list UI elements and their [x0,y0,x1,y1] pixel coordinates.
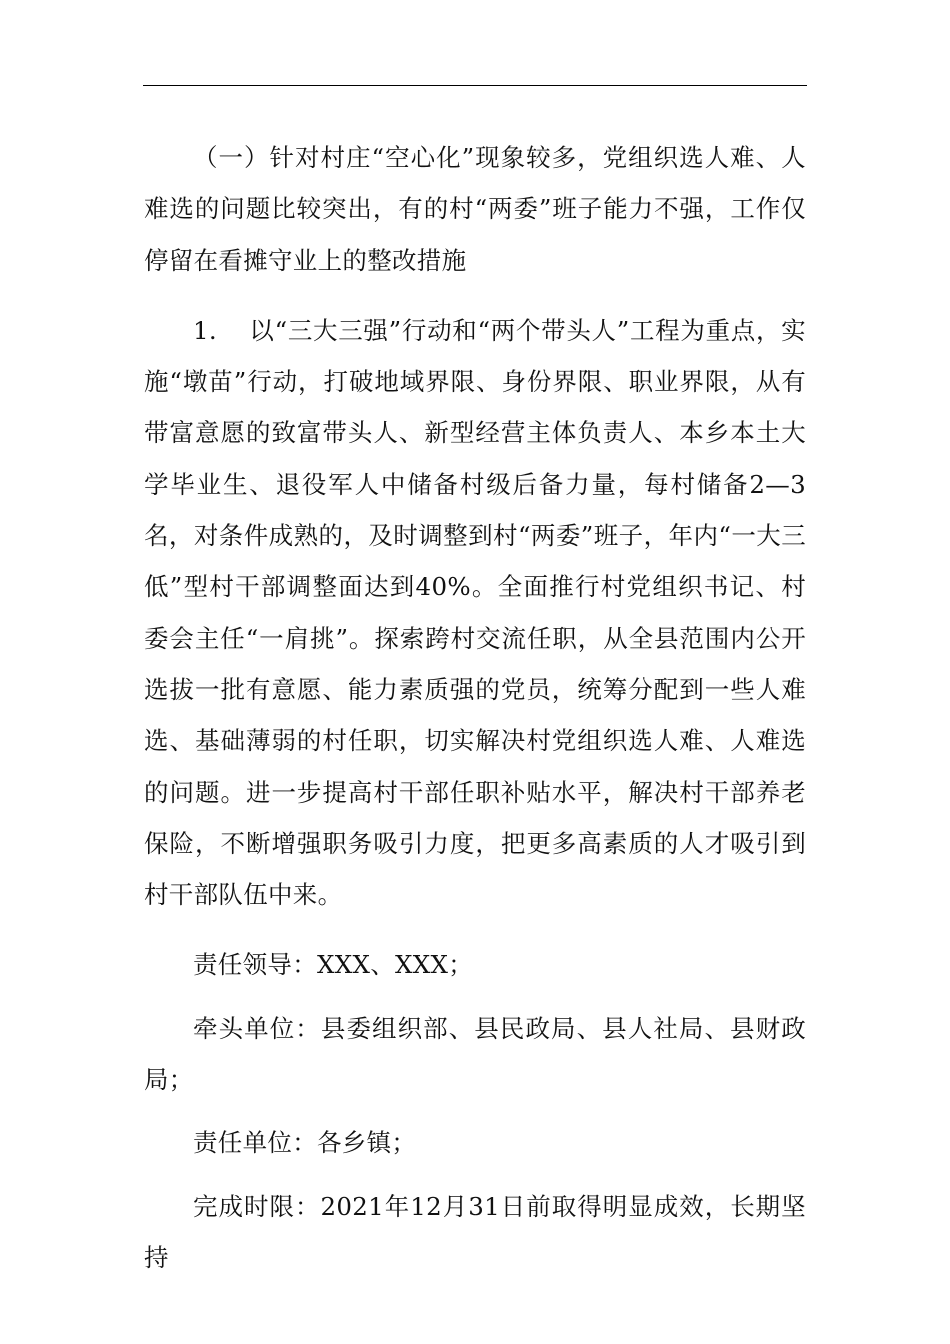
document-body [144,132,806,1283]
item-body: 以“三大三强”行动和“两个带头人”工程为重点，实施“墩苗”行动，打破地域界限、身份界限、职业界限，从有带富意愿的致富带头人、新型经营主体负责人、本乡本土大学毕业生、退役军人中储备村级后备力量，每村储备2—3名，对条件成熟的，及时调整到村“两委”班子，年内“一大三低”型村干部调整面达到40%。全面推行村党组织书记、村委会主任“一肩挑”。探索跨村交流任职，从全县范围内公开选拔一批有意愿、能力素质强的党员，统筹分配到一些人难选、基础薄弱的村任职，切实解决村党组织选人难、人难选的问题。进一步提高村干部任职补贴水平，解决村干部养老保险，不断增强职务吸引力度，把更多高素质的人才吸引到村干部队伍中来。 [144,315,806,910]
deadline: 完成时限：2021年12月31日前取得明显成效，长期坚持 [144,1191,806,1272]
header-rule [143,85,807,86]
measure-item-1 [144,305,806,921]
item-number: 1. [193,315,217,345]
responsible-leader: 责任领导：XXX、XXX； [193,950,474,980]
lead-unit: 牵头单位：县委组织部、县民政局、县人社局、县财政局； [144,1013,806,1095]
section-heading: （一）针对村庄“空心化”现象较多，党组织选人难、人难选的问题比较突出，有的村“两委”班子能力不强，工作仅停留在看摊守业上的整改措施 [144,143,806,275]
responsible-unit: 责任单位：各乡镇； [193,1128,417,1158]
